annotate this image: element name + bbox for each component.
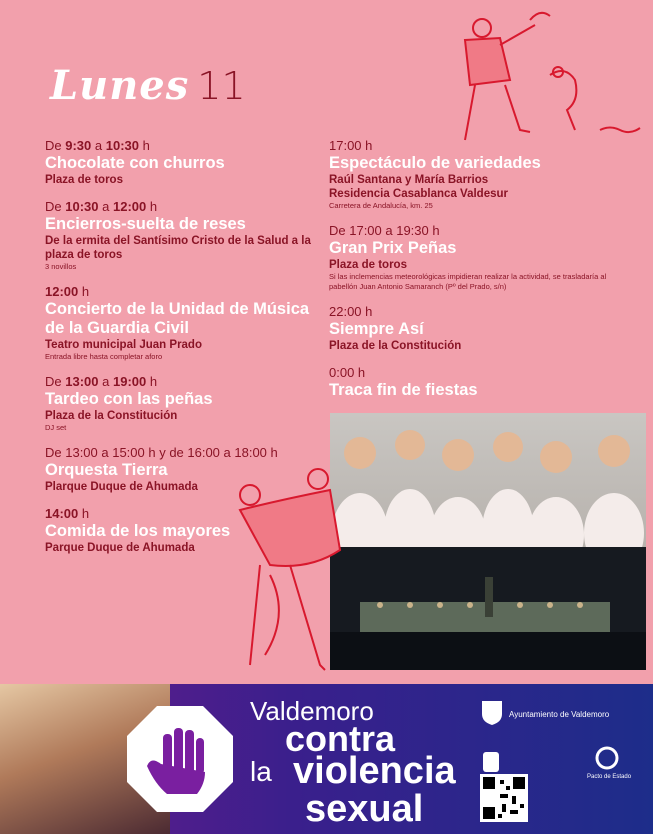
org-name: Ayuntamiento de Valdemoro xyxy=(509,710,610,719)
event-time: 22:00 h xyxy=(329,304,373,319)
event-item xyxy=(45,374,315,433)
event-item xyxy=(329,223,629,292)
event-item xyxy=(45,284,315,362)
event-time: De 13:00 a 19:00 h xyxy=(45,374,158,389)
banner-line-2: contra xyxy=(285,718,396,759)
banner-line-4: sexual xyxy=(305,788,424,830)
event-title: Tardeo con las peñas xyxy=(45,390,213,408)
event-item xyxy=(329,138,629,211)
event-title: Espectáculo de variedades xyxy=(329,154,541,172)
campaign-banner xyxy=(0,684,653,834)
band-photo xyxy=(330,547,646,670)
event-time: De 10:30 a 12:00 h xyxy=(45,199,158,214)
day-name: Lunes xyxy=(50,62,190,109)
pacto-logo-icon xyxy=(595,746,619,770)
right-events-column xyxy=(329,138,629,412)
event-place: Residencia Casablanca Valdesur xyxy=(329,188,508,200)
event-title: Orquesta Tierra xyxy=(45,461,168,479)
event-item xyxy=(329,304,629,353)
event-place: Plarque Duque de Ahumada xyxy=(45,481,198,493)
event-place: Plaza de la Constitución xyxy=(329,340,462,352)
event-place: Plaza de toros xyxy=(45,174,123,186)
event-title: Siempre Así xyxy=(329,320,424,338)
government-crest-icon xyxy=(481,750,501,774)
event-note: DJ set xyxy=(45,423,67,432)
event-item xyxy=(45,138,315,187)
pacto-name: Pacto de Estado xyxy=(587,774,632,780)
dancing-couple-illustration xyxy=(230,465,350,675)
dancing-man-illustration xyxy=(450,0,650,150)
event-title: Traca fin de fiestas xyxy=(329,381,478,399)
day-number: 11 xyxy=(197,64,246,108)
event-time: De 13:00 a 15:00 h y de 16:00 a 18:00 h xyxy=(45,445,278,460)
event-note: Si las inclemencias meteorológicas impidieran realizar la actividad, se trasladaría al pabellón Juan Antonio Samaranch (Pº del Prado, s/n) xyxy=(329,272,607,291)
event-note: Entrada libre hasta completar aforo xyxy=(45,352,163,361)
event-note: Carretera de Andalucía, km. 25 xyxy=(329,201,433,210)
city-shield-icon xyxy=(481,700,503,726)
event-place: Plaza de toros xyxy=(329,259,407,271)
stop-hand-icon xyxy=(125,704,235,814)
event-item xyxy=(329,365,629,400)
event-title: Comida de los mayores xyxy=(45,522,231,540)
event-place: Teatro municipal Juan Prado xyxy=(45,339,202,351)
event-title: Gran Prix Peñas xyxy=(329,239,457,257)
event-item xyxy=(45,199,315,272)
event-title: Chocolate con churros xyxy=(45,154,225,172)
event-title: Concierto de la Unidad de Música de la Guardia Civil xyxy=(45,300,310,337)
day-title xyxy=(50,62,246,109)
event-performers: Raúl Santana y María Barrios xyxy=(329,174,489,186)
group-photo xyxy=(330,413,646,547)
qr-code[interactable] xyxy=(480,774,528,822)
event-time: 12:00 h xyxy=(45,284,90,299)
event-note: 3 novillos xyxy=(45,262,77,271)
event-time: 17:00 h xyxy=(329,138,373,153)
event-time: 0:00 h xyxy=(329,365,366,380)
banner-line-1: Valdemoro xyxy=(250,696,374,726)
event-title: Encierros-suelta de reses xyxy=(45,215,246,233)
event-place: Parque Duque de Ahumada xyxy=(45,542,195,554)
banner-line-3a: la xyxy=(250,756,272,787)
event-time: 14:00 h xyxy=(45,506,90,521)
banner-line-3b: violencia xyxy=(293,750,456,792)
event-time: De 17:00 a 19:30 h xyxy=(329,223,440,238)
event-place: Plaza de la Constitución xyxy=(45,410,178,422)
event-time: De 9:30 a 10:30 h xyxy=(45,138,150,153)
event-place: De la ermita del Santísimo Cristo de la Salud a la plaza de toros xyxy=(45,235,311,261)
